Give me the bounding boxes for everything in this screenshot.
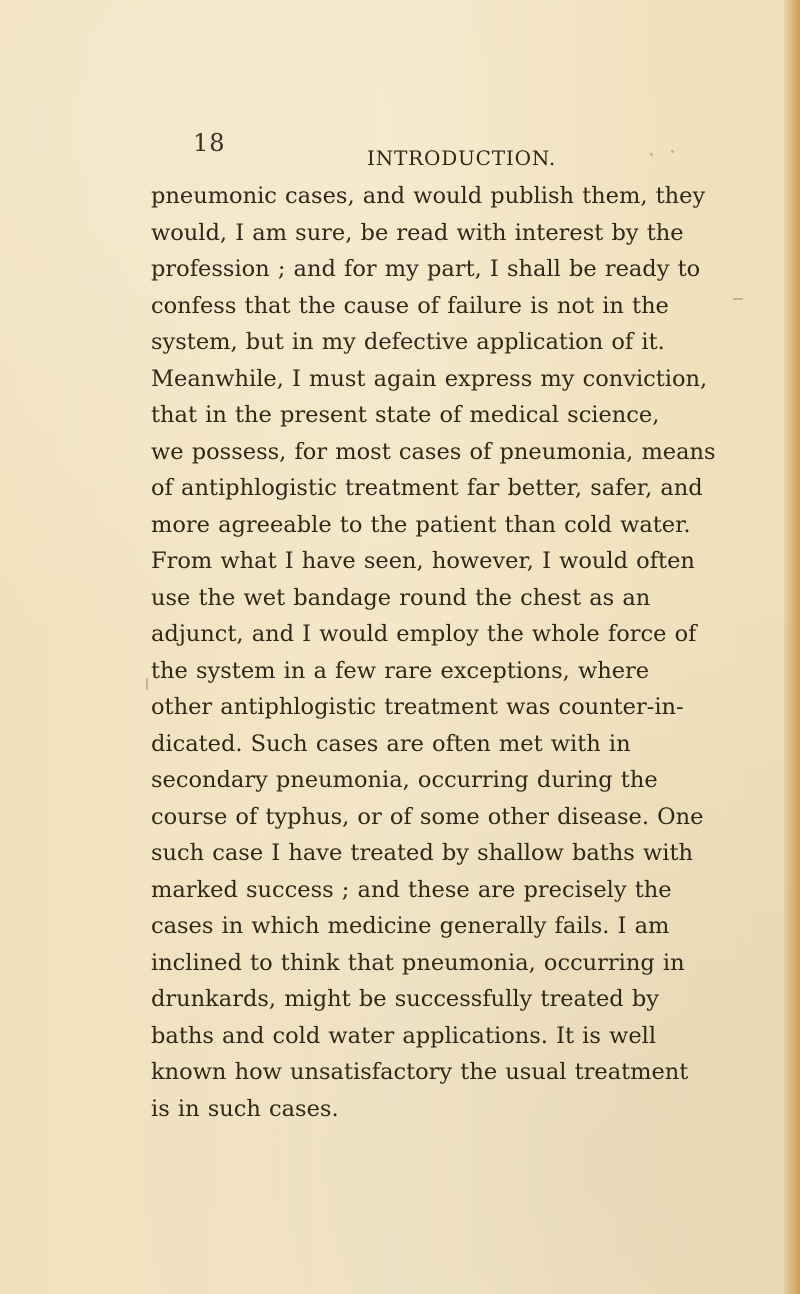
paper-speck xyxy=(650,153,653,156)
text-line: marked success ; and these are precisely the xyxy=(151,876,672,903)
text-line: we possess, for most cases of pneumonia, means xyxy=(151,438,716,465)
body-text xyxy=(151,178,719,1127)
paper-speck xyxy=(671,150,674,153)
text-line: such case I have treated by shallow baths with xyxy=(151,840,693,866)
text-line: of antiphlogistic treatment far better, safer, and xyxy=(151,475,703,501)
text-line: baths and cold water applications. It is well xyxy=(151,1022,657,1049)
text-line: secondary pneumonia, occurring during the xyxy=(151,767,658,793)
text-line: profession ; and for my part, I shall be ready to xyxy=(151,256,701,282)
text-line: other antiphlogistic treatment was counter-in- xyxy=(151,694,684,720)
text-line: system, but in my defective application of it. xyxy=(151,329,665,355)
text-line: course of typhus, or of some other disease. One xyxy=(151,803,704,830)
text-line: is in such cases. xyxy=(151,1095,339,1122)
text-line: use the wet bandage round the chest as an xyxy=(151,584,651,611)
text-line: known how unsatisfactory the usual treatment xyxy=(151,1059,689,1085)
page-number: 18 xyxy=(193,129,226,157)
page-edge-shadow xyxy=(784,0,800,1294)
text-line: drunkards, might be successfully treated by xyxy=(151,986,659,1012)
text-line: would, I am sure, be read with interest by the xyxy=(151,219,684,246)
running-header: INTRODUCTION. xyxy=(367,146,557,170)
text-line: cases in which medicine generally fails. I am xyxy=(151,913,670,939)
text-line: more agreeable to the patient than cold water. xyxy=(151,511,691,538)
text-line: the system in a few rare exceptions, where xyxy=(151,657,650,684)
text-line: From what I have seen, however, I would often xyxy=(151,548,695,574)
paper-mark xyxy=(733,298,743,300)
text-line: dicated. Such cases are often met with in xyxy=(151,730,631,757)
text-line: that in the present state of medical science, xyxy=(151,402,660,428)
text-line: adjunct, and I would employ the whole force of xyxy=(151,621,697,647)
text-line: pneumonic cases, and would publish them, they xyxy=(151,183,706,209)
paper-mark xyxy=(146,678,148,690)
text-line: confess that the cause of failure is not in the xyxy=(151,292,669,319)
text-line: Meanwhile, I must again express my conviction, xyxy=(151,365,708,392)
text-line: inclined to think that pneumonia, occurring in xyxy=(151,949,685,976)
